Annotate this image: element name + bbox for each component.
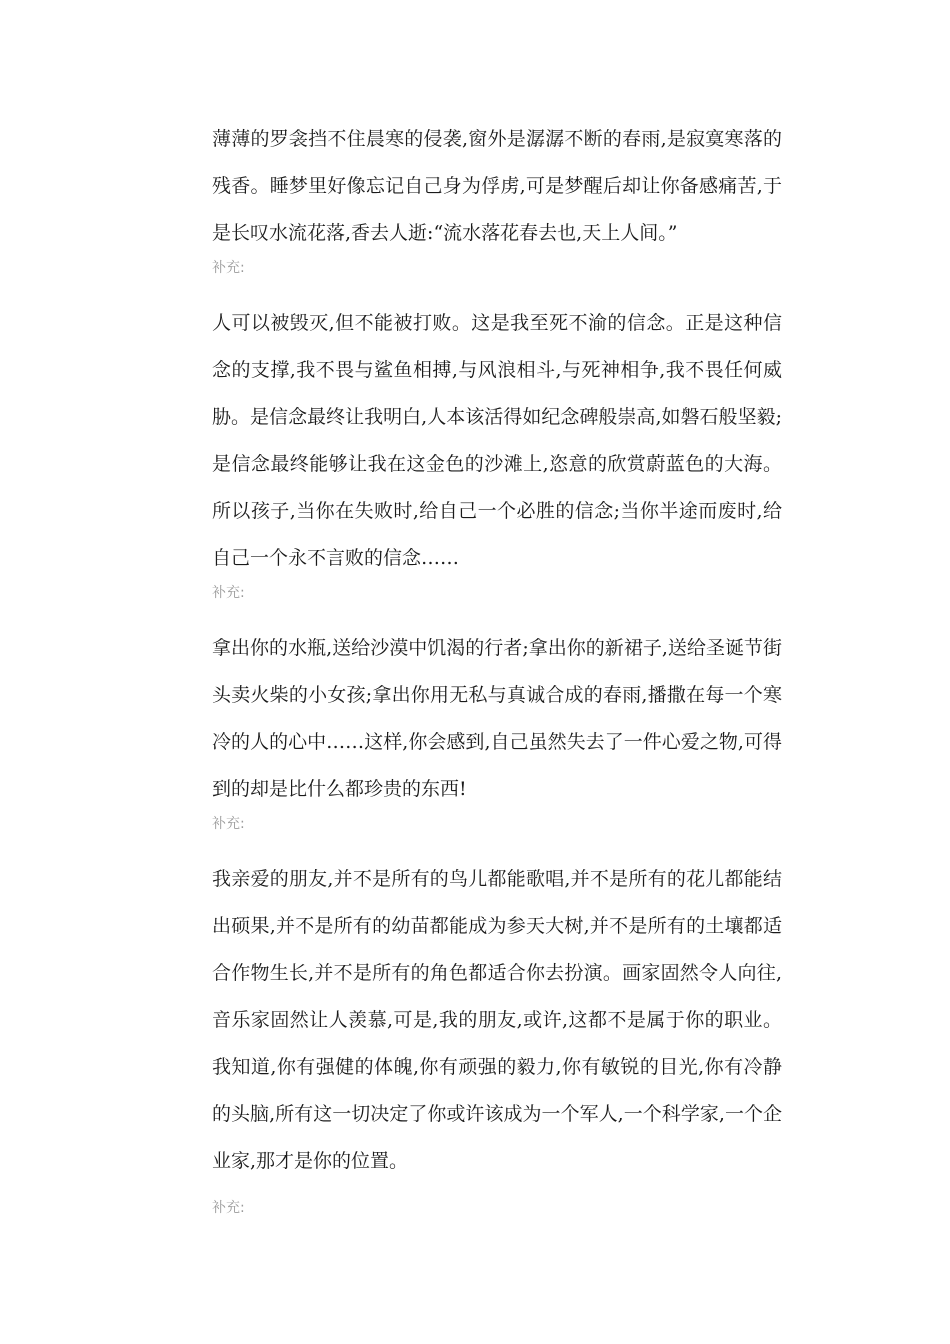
paragraph-3: 拿出你的水瓶,送给沙漠中饥渴的行者;拿出你的新裙子,送给圣诞节街头卖火柴的小女孩;拿出你用无私与真诚合成的春雨,播撒在每一个寒冷的人的心中……这样,你会感到,自己虽然失去了一件心爱之物,可得到的却是比什么都珍贵的东西! — [212, 637, 782, 800]
supplement-label-1: 补充: — [212, 260, 245, 276]
paragraph-4: 我亲爱的朋友,并不是所有的鸟儿都能歌唱,并不是所有的花儿都能结出硕果,并不是所有的幼苗都能成为参天大树,并不是所有的土壤都适合作物生长,并不是所有的角色都适合你去扮演。画家固然令人向往,音乐家固然让人羡慕,可是,我的朋友,或许,这都不是属于你的职业。我知道,你有强健的体魄,你有顽强的毅力,你有敏锐的目光,你有冷静的头脑,所有这一切决定了你或许该成为一个军人,一个科学家,一个企业家,那才是你的位置。 — [212, 868, 782, 1172]
paragraph-2: 人可以被毁灭,但不能被打败。这是我至死不渝的信念。正是这种信念的支撑,我不畏与鲨鱼相搏,与风浪相斗,与死神相争,我不畏任何威胁。是信念最终让我明白,人本该活得如纪念碑般崇高,如磐石般坚毅;是信念最终能够让我在这金色的沙滩上,恣意的欣赏蔚蓝色的大海。所以孩子,当你在失败时,给自己一个必胜的信念;当你半途而废时,给自己一个永不言败的信念…… — [212, 312, 782, 569]
supplement-label-2: 补充: — [212, 585, 245, 601]
document-body — [212, 116, 782, 1240]
paragraph-1: 薄薄的罗衾挡不住晨寒的侵袭,窗外是潺潺不断的春雨,是寂寞寒落的残香。睡梦里好像忘记自己身为俘虏,可是梦醒后却让你备感痛苦,于是长叹水流花落,香去人逝:“流水落花春去也,天上人间。” — [212, 128, 782, 244]
supplement-label-4: 补充: — [212, 1200, 245, 1216]
supplement-label-3: 补充: — [212, 816, 245, 832]
